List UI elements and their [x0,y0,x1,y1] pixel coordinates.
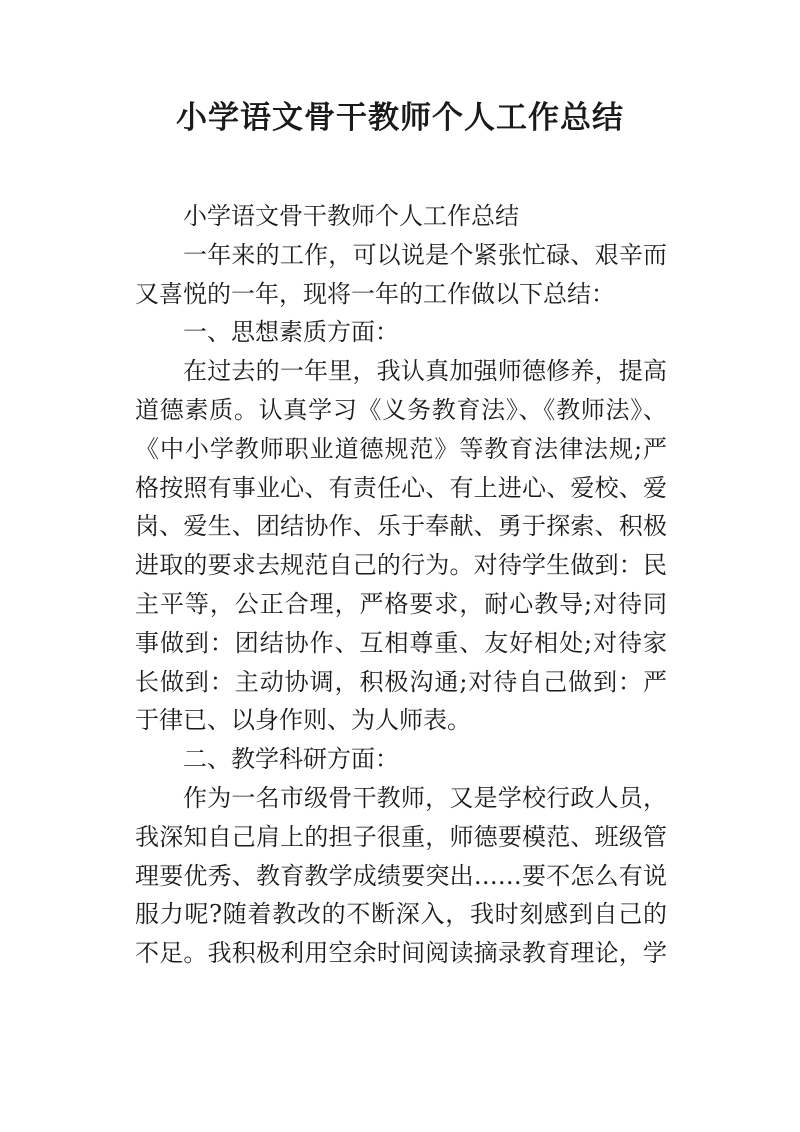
body-text-line: 一、思想素质方面： [183,318,399,347]
body-text-line: 服力呢?随着教改的不断深入，我时刻感到自己的 [135,900,667,929]
body-text-line: 进取的要求去规范自己的行为。对待学生做到：民 [135,551,667,580]
body-text-line: 一年来的工作，可以说是个紧张忙碌、艰辛而 [183,240,667,269]
document-body [135,197,667,973]
body-text-line: 我深知自己肩上的担子很重，师德要模范、班级管 [135,822,667,851]
body-text-line: 二、教学科研方面： [183,745,399,774]
body-text-line: 道德素质。认真学习《义务教育法》、《教师法》、 [135,395,667,424]
body-text-line: 理要优秀、教育教学成绩要突出……要不怎么有说 [135,861,667,890]
body-text-line: 小学语文骨干教师个人工作总结 [183,202,519,230]
body-text-line: 格按照有事业心、有责任心、有上进心、爱校、爱 [135,473,667,502]
body-text-line: 又喜悦的一年，现将一年的工作做以下总结： [135,279,615,308]
body-text-line: 在过去的一年里，我认真加强师德修养，提高 [183,357,667,386]
body-text-line: 长做到：主动协调，积极沟通;对待自己做到：严 [135,667,667,696]
body-text-line: 作为一名市级骨干教师，又是学校行政人员， [183,783,667,812]
body-text-line: 不足。我积极利用空余时间阅读摘录教育理论，学 [135,939,667,968]
body-text-line: 岗、爱生、团结协作、乐于奉献、勇于探索、积极 [135,512,667,541]
body-text-line: 事做到：团结协作、互相尊重、友好相处;对待家 [135,628,667,657]
body-text-line: 主平等，公正合理，严格要求，耐心教导;对待同 [135,589,667,618]
body-text-line: 于律已、以身作则、为人师表。 [135,706,471,735]
page-title: 小学语文骨干教师个人工作总结 [176,100,624,136]
body-text-line: 《中小学教师职业道德规范》等教育法律法规;严 [135,434,667,463]
